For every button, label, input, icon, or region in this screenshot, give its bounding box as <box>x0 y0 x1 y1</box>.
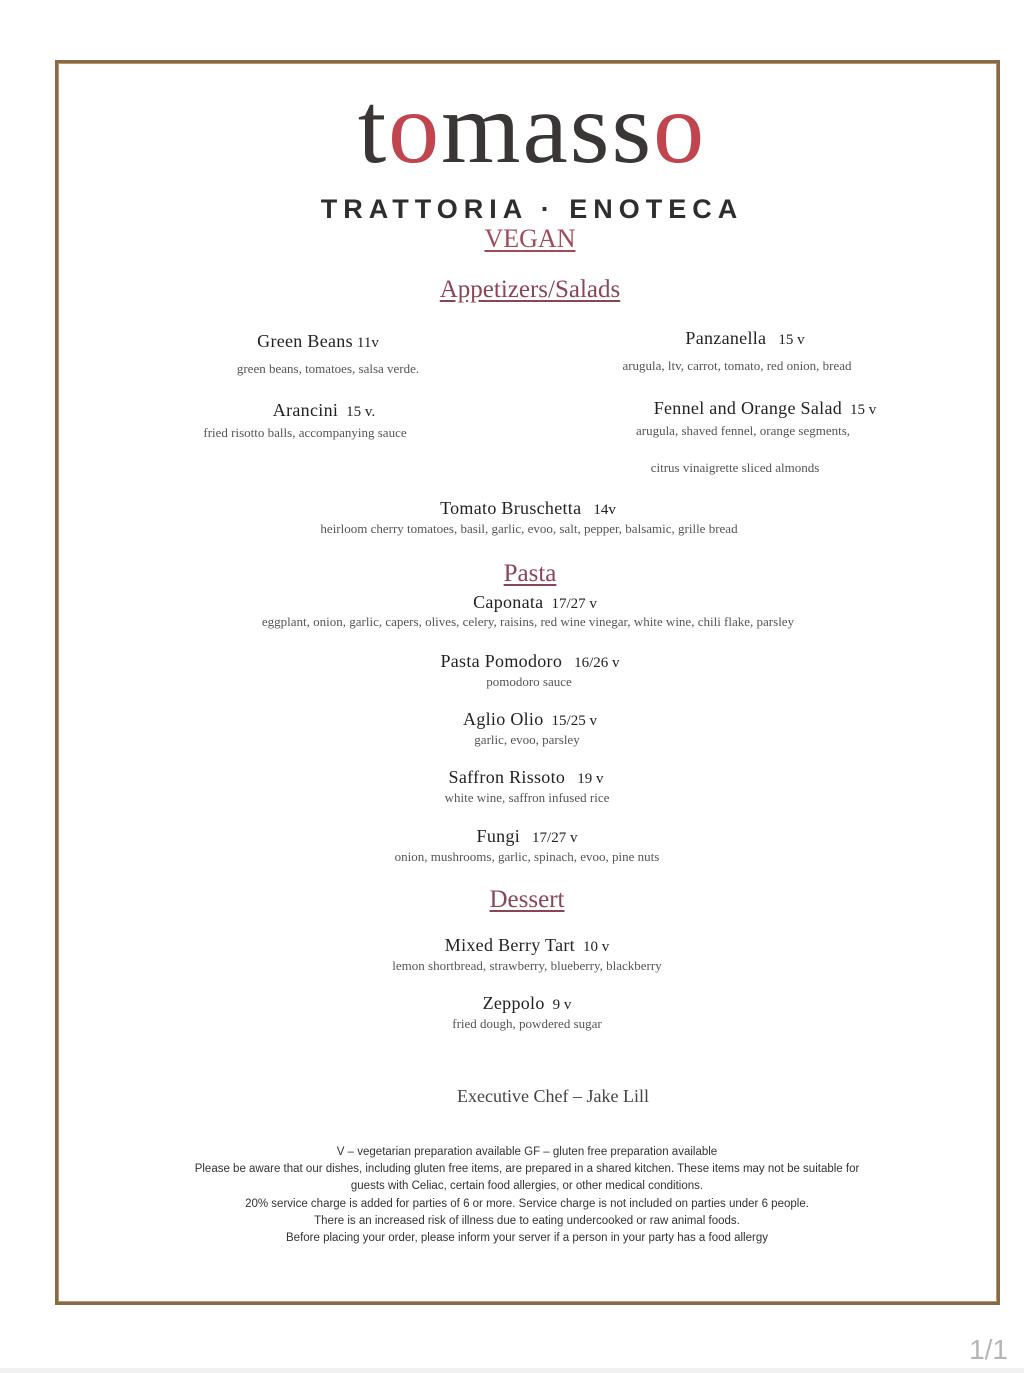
item-description: white wine, saffron infused rice <box>444 790 610 805</box>
item-name: Aglio Olio <box>463 709 544 729</box>
item-name: Mixed Berry Tart <box>444 935 575 955</box>
menu-item-fungi <box>477 826 578 847</box>
item-description: pomodoro sauce <box>486 674 572 689</box>
menu-item-aglio-olio <box>463 709 597 730</box>
item-price: 15 v <box>778 332 805 348</box>
menu-item-arancini <box>273 400 375 421</box>
item-price: 19 v <box>577 771 604 787</box>
item-name: Tomato Bruschetta <box>440 498 582 518</box>
item-price: 16/26 v <box>574 655 620 671</box>
item-description: arugula, shaved fennel, orange segments, <box>635 423 851 438</box>
item-name: Fungi <box>476 826 521 846</box>
legend-line: V – vegetarian preparation available GF – gluten free preparation available <box>336 1146 718 1158</box>
item-price: 10 v <box>582 939 610 955</box>
executive-chef: Executive Chef – Jake Lill <box>457 1086 649 1106</box>
item-description: heirloom cherry tomatoes, basil, garlic, evoo, salt, pepper, balsamic, grille bread <box>320 521 738 536</box>
item-name: Caponata <box>473 592 544 612</box>
menu-item-saffron-rissoto <box>449 767 604 788</box>
item-price: 9 v <box>552 997 572 1013</box>
menu-item-mixed-berry-tart <box>445 935 609 956</box>
menu-item-zeppolo <box>483 993 572 1014</box>
item-name: Green Beans <box>257 331 353 351</box>
item-price: 11v <box>356 335 379 351</box>
section-title-appetizers: Appetizers/Salads <box>439 276 621 303</box>
page-indicator: 1/1 <box>969 1334 1008 1365</box>
item-description-continued: citrus vinaigrette sliced almonds <box>650 460 820 475</box>
service-charge-notice: 20% service charge is added for parties of 6 or more. Service charge is not included on parties under 6 people. <box>245 1198 809 1210</box>
menu-item-tomato-bruschetta <box>440 498 616 519</box>
item-description: green beans, tomatoes, salsa verde. <box>236 361 420 376</box>
item-description: fried dough, powdered sugar <box>452 1016 602 1031</box>
menu-item-caponata <box>473 592 597 613</box>
section-title-pasta: Pasta <box>503 560 557 587</box>
item-price: 15 v. <box>346 404 376 420</box>
item-name: Pasta Pomodoro <box>440 651 563 671</box>
allergy-notice: Before placing your order, please inform your server if a person in your party has a food allergy <box>286 1232 768 1244</box>
raw-food-warning: There is an increased risk of illness due to eating undercooked or raw animal foods. <box>314 1215 740 1227</box>
allergen-notice-continued: guests with Celiac, certain food allergies, or other medical conditions. <box>350 1180 704 1192</box>
item-name: Panzanella <box>685 328 767 348</box>
restaurant-tagline: TRATTORIA · ENOTECA <box>320 194 744 224</box>
item-price: 17/27 v <box>532 830 578 846</box>
item-name: Saffron Rissoto <box>448 767 566 787</box>
allergen-notice: Please be aware that our dishes, including gluten free items, are prepared in a shared kitchen. These items may not be suitable for <box>194 1163 860 1175</box>
item-description: eggplant, onion, garlic, capers, olives, celery, raisins, red wine vinegar, white wine, chili flake, parsley <box>261 614 795 629</box>
item-description: garlic, evoo, parsley <box>474 732 580 747</box>
restaurant-logo: tomasso <box>357 72 707 185</box>
menu-item-green-beans <box>257 331 379 352</box>
menu-item-pasta-pomodoro <box>440 651 619 672</box>
item-description: onion, mushrooms, garlic, spinach, evoo, pine nuts <box>394 849 660 864</box>
item-price: 15/25 v <box>551 713 597 729</box>
item-name: Zeppolo <box>482 993 545 1013</box>
menu-item-panzanella <box>685 328 804 349</box>
item-description: lemon shortbread, strawberry, blueberry, blackberry <box>392 958 662 973</box>
menu-subtitle: VEGAN <box>484 224 576 253</box>
item-name: Fennel and Orange Salad <box>653 398 843 418</box>
item-price: 15 v <box>850 402 877 418</box>
menu-item-fennel-orange-salad <box>654 398 877 419</box>
section-title-dessert: Dessert <box>489 886 565 913</box>
item-price: 17/27 v <box>551 596 597 612</box>
viewer-bottom-bar <box>0 1368 1024 1373</box>
item-description: fried risotto balls, accompanying sauce <box>203 425 407 440</box>
item-description: arugula, ltv, carrot, tomato, red onion, bread <box>622 358 852 373</box>
item-price: 14v <box>593 502 616 518</box>
item-name: Arancini <box>272 400 339 420</box>
